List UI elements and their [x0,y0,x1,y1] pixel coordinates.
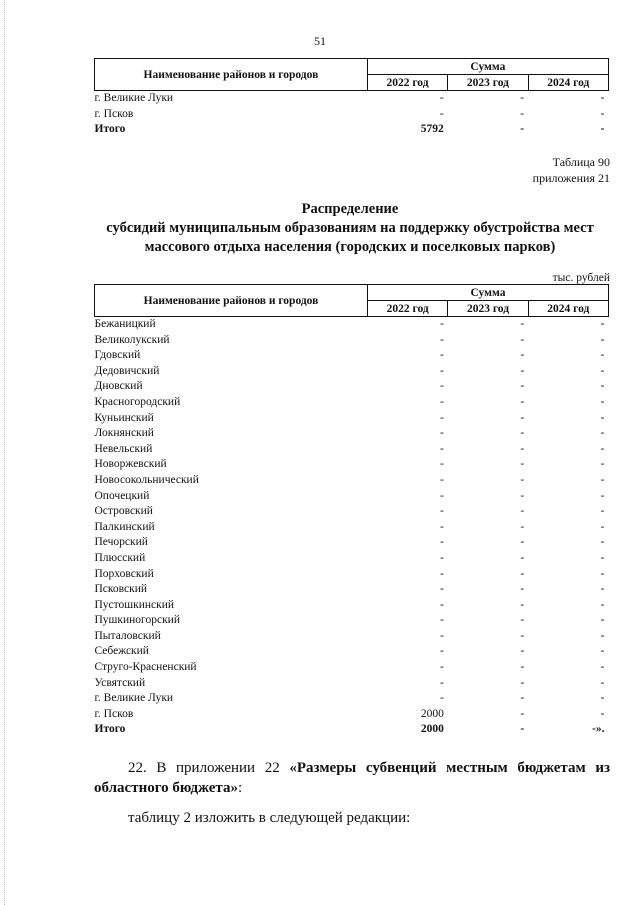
header-year-2024: 2024 год [528,75,608,91]
table-row [95,333,609,349]
caption-table-number: Таблица 90 [552,155,610,169]
row-value-2022: 5792 [420,123,444,136]
row-name: Куньинский [94,411,154,424]
row-value-2024: - [600,505,605,518]
row-value-2022: - [440,676,444,689]
row-value-2023: - [520,520,525,533]
row-value-2024: - [600,411,605,424]
row-value-2023: - [520,318,525,330]
row-name: Островский [94,505,153,518]
row-name: Себежский [94,645,149,658]
table-row [95,613,609,629]
row-value-2022: - [440,598,444,611]
table-row [95,457,609,473]
paragraph-amendment [94,758,610,798]
row-name: Плюсский [94,551,146,564]
row-name: г. Великие Луки [94,692,174,705]
table-row [95,426,609,442]
row-value-2023: - [520,489,525,502]
row-value-2022: - [440,520,444,533]
row-value-2024: - [600,614,605,627]
row-name: Пустошкинский [94,598,175,611]
table-row [95,489,609,505]
row-value-2024: - [600,364,605,377]
row-name: Дновский [94,380,143,393]
row-value-2023: - [520,707,525,720]
row-value-2022: - [440,318,444,330]
total-row [95,122,609,138]
row-name: Новосокольнический [94,473,199,486]
row-value-2023: - [520,629,525,642]
row-value-2023: - [520,333,525,346]
row-name: Пыталовский [94,629,161,642]
row-value-2023: - [520,645,525,658]
table-row [95,535,609,551]
row-value-2024: - [600,92,605,104]
row-name: Порховский [94,567,154,580]
header-year-2024: 2024 год [528,301,608,317]
row-value-2023: - [520,107,525,120]
row-name: Красногородский [94,395,181,408]
table-caption [533,154,610,186]
row-value-2022: - [440,583,444,596]
row-name: Пушкиногорский [94,614,180,627]
row-value-2024: - [600,427,605,440]
row-value-2022: - [440,442,444,455]
table-row [95,582,609,598]
table-row [95,520,609,536]
paragraph-prefix: 22. В приложении 22 [128,760,290,776]
row-name: Струго-Красненский [94,661,197,674]
row-value-2022: - [440,551,444,564]
row-value-2023: - [520,473,525,486]
table-row [95,567,609,583]
row-name: Псковский [94,583,148,596]
table-row [95,551,609,567]
row-value-2024: - [600,333,605,346]
row-value-2022: - [440,349,444,362]
row-value-2023: - [520,723,525,736]
row-value-2023: - [520,123,525,136]
table-row [95,442,609,458]
row-name: Великолукский [94,333,170,346]
row-value-2024: -». [592,723,605,736]
row-value-2022: - [440,380,444,393]
row-value-2022: - [440,629,444,642]
row-value-2023: - [520,411,525,424]
row-value-2024: - [600,473,605,486]
row-name: Итого [94,123,126,136]
row-value-2023: - [520,458,525,471]
row-value-2024: - [600,567,605,580]
table-row [95,364,609,380]
row-value-2022: - [440,395,444,408]
table-row [95,395,609,411]
row-name: Опочецкий [94,489,150,502]
table-row [95,504,609,520]
row-value-2023: - [520,692,525,705]
row-name: Усвятский [94,676,146,689]
row-value-2024: - [600,583,605,596]
row-name: Локнянский [94,427,154,440]
row-value-2022: - [440,567,444,580]
row-value-2024: - [600,442,605,455]
table-row [95,629,609,645]
row-value-2024: - [600,318,605,330]
title-line-2: субсидий муниципальным образованиям на поддержку обустройства мест [106,220,594,236]
row-name: г. Псков [94,107,134,120]
row-name: Гдовский [94,349,141,362]
table-row [95,107,609,123]
header-year-2023: 2023 год [448,75,528,91]
table-row [95,91,609,107]
header-name: Наименование районов и городов [95,285,368,317]
row-value-2023: - [520,661,525,674]
row-value-2024: - [600,395,605,408]
row-name: Палкинский [94,520,155,533]
section-title [80,200,620,257]
row-value-2024: - [600,692,605,705]
table-row [95,598,609,614]
row-value-2022: - [439,107,444,120]
unit-label: тыс. рублей [552,272,610,284]
row-value-2022: - [440,333,444,346]
table-row [95,644,609,660]
header-sum: Сумма [367,285,608,301]
table-row [95,707,609,723]
row-value-2022: - [440,489,444,502]
row-value-2022: - [440,614,444,627]
row-value-2024: - [600,123,605,136]
header-year-2022: 2022 год [367,301,447,317]
header-name: Наименование районов и городов [95,59,368,91]
header-sum: Сумма [367,59,608,75]
row-value-2023: - [520,92,525,104]
row-value-2022: - [439,92,444,104]
header-year-2023: 2023 год [448,301,528,317]
row-value-2024: - [600,489,605,502]
paragraph-bold: «Размеры субвенций местным бюджетам из областного бюджета» [94,760,611,796]
row-value-2022: - [440,536,444,549]
row-name: г. Великие Луки [94,92,174,104]
row-value-2024: - [600,380,605,393]
row-value-2023: - [520,442,525,455]
title-line-3: массового отдыха населения (городских и поселковых парков) [144,239,556,255]
row-name: Печорский [94,536,148,549]
title-line-1: Распределение [301,201,399,217]
row-value-2023: - [520,427,525,440]
total-row [95,722,609,738]
row-value-2023: - [520,567,525,580]
row-value-2023: - [520,380,525,393]
row-value-2022: 2000 [420,707,444,720]
row-value-2022: - [440,473,444,486]
row-value-2022: 2000 [420,723,444,736]
row-value-2022: - [440,458,444,471]
row-name: Бежаницкий [94,318,156,330]
row-name: Новоржевский [94,458,167,471]
row-name: Невельский [94,442,153,455]
row-name: Дедовичский [94,364,160,377]
row-value-2023: - [520,505,525,518]
row-value-2024: - [600,520,605,533]
scan-edge [4,0,7,905]
page-number: 51 [314,34,326,48]
row-value-2022: - [440,411,444,424]
row-value-2022: - [440,661,444,674]
row-value-2023: - [520,551,525,564]
row-value-2024: - [600,676,605,689]
table-row [95,660,609,676]
row-value-2022: - [440,692,444,705]
paragraph-instruction: таблицу 2 изложить в следующей редакции: [128,810,411,826]
row-value-2023: - [520,536,525,549]
row-value-2024: - [600,536,605,549]
table-row [95,317,609,333]
table-row [95,379,609,395]
row-value-2024: - [600,661,605,674]
row-value-2024: - [600,707,605,720]
row-value-2024: - [600,645,605,658]
row-value-2024: - [600,629,605,642]
row-value-2024: - [600,107,605,120]
row-value-2024: - [600,598,605,611]
table-distribution [94,284,609,738]
row-name: Итого [94,723,126,736]
table-row [95,473,609,489]
row-value-2024: - [600,551,605,564]
row-value-2023: - [520,395,525,408]
row-value-2022: - [440,645,444,658]
row-value-2022: - [440,505,444,518]
row-value-2022: - [440,427,444,440]
row-value-2023: - [520,676,525,689]
row-value-2023: - [520,614,525,627]
header-year-2022: 2022 год [367,75,447,91]
table-row [95,411,609,427]
table-row [95,691,609,707]
row-value-2023: - [520,583,525,596]
row-value-2024: - [600,349,605,362]
caption-appendix: приложения 21 [532,171,610,185]
table-row [95,676,609,692]
row-value-2023: - [520,598,525,611]
table-row [95,348,609,364]
table-continuation [94,58,609,138]
paragraph-suffix: : [237,780,243,796]
row-value-2024: - [600,458,605,471]
row-value-2023: - [520,364,525,377]
row-value-2023: - [520,349,525,362]
row-name: г. Псков [94,707,134,720]
row-value-2022: - [440,364,444,377]
